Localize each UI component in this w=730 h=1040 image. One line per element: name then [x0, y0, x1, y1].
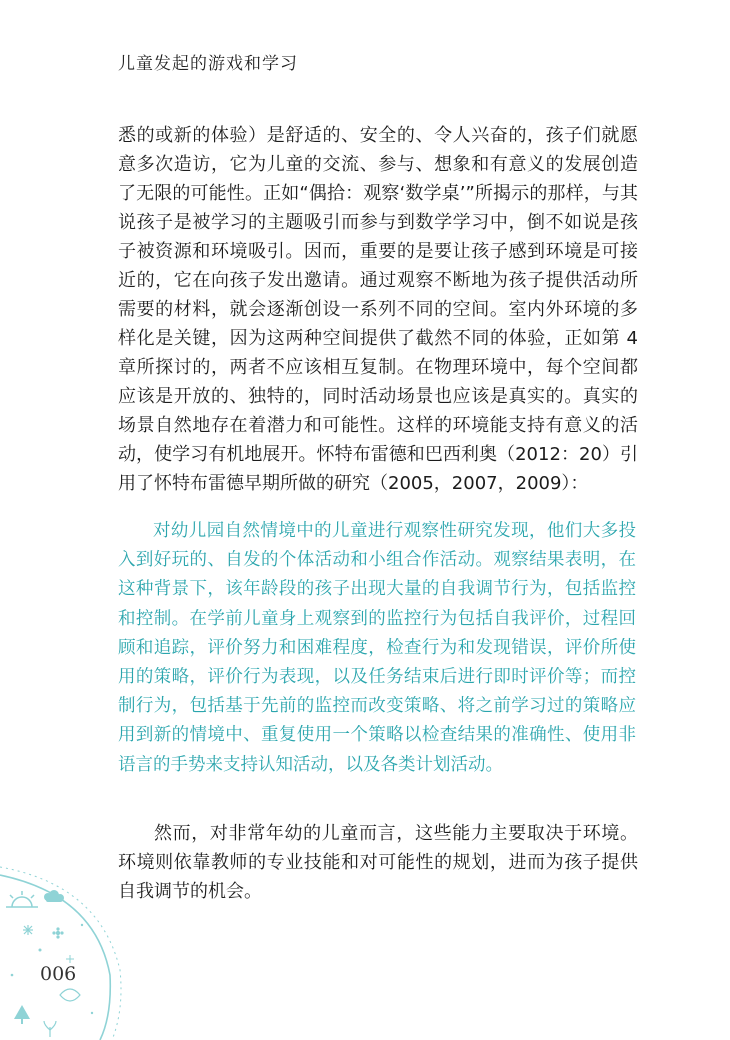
sparkle-icon [66, 955, 74, 963]
tree-icon [14, 1005, 30, 1024]
body-paragraph: 然而，对非常年幼的儿童而言，这些能力主要取决于环境。环境则依靠教师的专业技能和对可能性的规划，进而为孩子提供自我调节的机会。 [118, 823, 638, 902]
running-header-title: 儿童发起的游戏和学习 [118, 54, 298, 74]
page-number: 006 [40, 963, 77, 985]
sprout-icon [44, 1021, 56, 1037]
leaf-icon [60, 989, 80, 1001]
sun-icon [6, 891, 38, 907]
corner-decoration [0, 855, 130, 1040]
block-quote: 对幼儿园自然情境中的儿童进行观察性研究发现，他们大多投入到好玩的、自发的个体活动和小组合作活动。观察结果表明，在这种背景下，该年龄段的孩子出现大量的自我调节行为，包括监控和控制。在学前儿童身上观察到的监控行为包括自我评价，过程回顾和追踪，评价努力和困难程度，检查行为和发现错误，评价所使用的策略，评价行为表现，以及任务结束后进行即时评价等；而控制行为，包括基于先前的监控而改变策略、将之前学习过的策略应用到新的情境中、重复使用一个策略以检查结果的准确性、使用非语言的手势来支持认知活动，以及各类计划活动。 [118, 521, 636, 775]
body-paragraph: 悉的或新的体验）是舒适的、安全的、令人兴奋的，孩子们就愿意多次造访，它为儿童的交流、参与、想象和有意义的发展创造了无限的可能性。正如“偶拾：观察‘数学桌’”所揭示的那样，与其说孩子是被学习的主题吸引而参与到数学学习中，倒不如说是孩子被资源和环境吸引。因而，重要的是要让孩子感到环境是可接近的，它在向孩子发出邀请。通过观察不断地为孩子提供活动所需要的材料，就会逐渐创设一系列不同的空间。室内外环境的多样化是关键，因为这两种空间提供了截然不同的体验，正如第 4 章所探讨的，两者不应该相互复制。在物理环境中，每个空间都应该是开放的、独特的，同时活动场景也应该是真实的。真实的场景自然地存在着潜力和可能性。这样的环境能支持有意义的活动，使学习有机地展开。怀特布雷德和巴西利奥（2012：20）引用了怀特布雷德早期所做的研究（2005，2007，2009）： [118, 125, 638, 494]
snowflake-icon [23, 925, 33, 935]
flower-icon [52, 927, 63, 938]
